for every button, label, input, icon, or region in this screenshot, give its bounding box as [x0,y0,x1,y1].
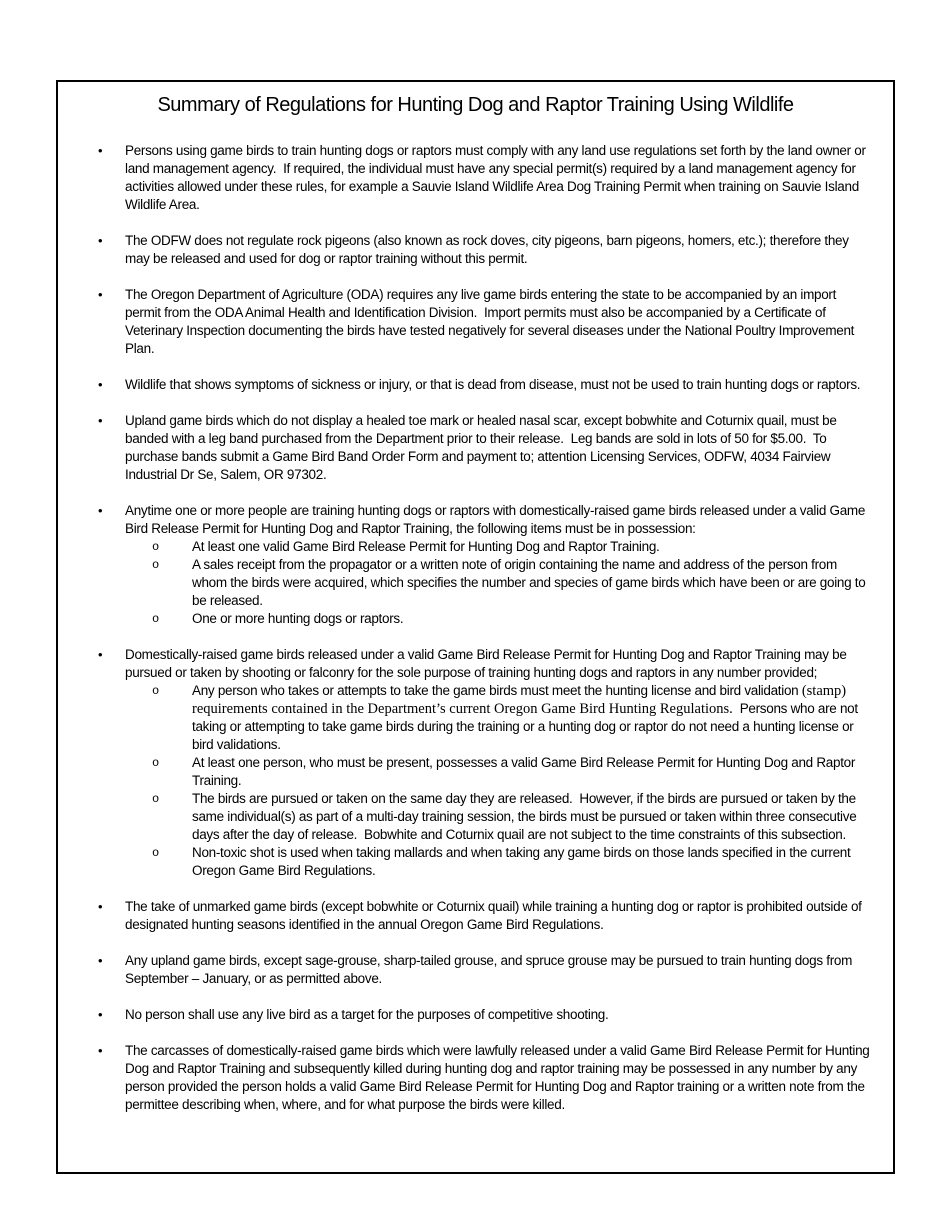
list-item-text: Upland game birds which do not display a healed toe mark or healed nasal scar, except bobwhite and Coturnix quail, must be banded with a leg band purchased from the Department prior to their release. Leg bands are sold in lots of 50 for $5.00. To purchase bands submit a Game Bird Band Order Form and payment to; attention Licensing Services, ODFW, 4034 Fairview Industrial Dr Se, Salem, OR 97302. [125,413,841,482]
sub-bullet-icon: o [152,540,159,554]
list-item [58,1006,893,1024]
sub-item-text-sans: Persons who are not taking or attempting to take game birds during the training or a hunting dog or raptor do not need a hunting license or bird validations. [192,701,862,752]
list-item [58,1042,893,1114]
bullet-icon: • [98,1043,103,1058]
bullet-icon: • [98,1007,103,1022]
list-item [58,232,893,268]
bullet-icon: • [98,287,103,302]
list-item-text: The carcasses of domestically-raised game birds which were lawfully released under a valid Game Bird Release Permit for Hunting Dog and Raptor Training and subsequently killed during hunting dog and raptor training may be possessed in any number by any person provided the person holds a valid Game Bird Release Permit for Hunting Dog and Raptor training or a written note from the permittee describing when, where, and for what purpose the birds were killed. [125,1043,873,1112]
sub-item-text-sans: Any person who takes or attempts to take the game birds must meet the hunting license and bird validation [192,683,802,698]
list-item [58,502,893,538]
sub-list-item-text [192,682,893,754]
bullet-icon: • [98,899,103,914]
sub-list-item-text: The birds are pursued or taken on the same day they are released. However, if the birds are pursued or taken by the same individual(s) as part of a multi-day training session, the birds must be pursued or taken within three consecutive days after the day of release. Bobwhite and Coturnix quail are not subject to the time constraints of this subsection. [192,791,860,842]
page-title: Summary of Regulations for Hunting Dog and Raptor Training Using Wildlife [157,94,794,116]
list-item-text: Wildlife that shows symptoms of sickness or injury, or that is dead from disease, must not be used to train hunting dogs or raptors. [125,377,861,392]
bullet-icon: • [98,953,103,968]
sub-list-item [58,844,893,880]
list-item-text: Persons using game birds to train hunting dogs or raptors must comply with any land use regulations set forth by the land owner or land management agency. If required, the individual must have any special permit(s) required by a land management agency for activities allowed under these rules, for example a Sauvie Island Wildlife Area Dog Training Permit when training on Sauvie Island Wildlife Area. [125,143,870,212]
sub-bullet-icon: o [152,756,159,770]
bullet-icon: • [98,647,103,662]
list-item-text: The ODFW does not regulate rock pigeons (also known as rock doves, city pigeons, barn pigeons, homers, etc.); therefore they may be released and used for dog or raptor training without this permit. [125,233,853,266]
bullet-icon: • [98,413,103,428]
sub-list-item [58,610,893,628]
sub-list-item [58,538,893,556]
sub-item-text-serif: (stamp) requirements contained in the Department’s current Oregon Game Bird Hunting Regulations. [192,683,850,717]
regulation-list [58,142,893,1114]
bullet-icon: • [98,503,103,518]
sub-bullet-icon: o [152,558,159,572]
sub-list-item [58,790,893,844]
list-item-text: Any upland game birds, except sage-grouse, sharp-tailed grouse, and spruce grouse may be pursued to train hunting dogs from September – January, or as permitted above. [125,953,856,986]
list-item-text: The Oregon Department of Agriculture (ODA) requires any live game birds entering the state to be accompanied by an import permit from the ODA Animal Health and Identification Division. Import permits must also be accompanied by a Certificate of Veterinary Inspection documenting the birds have tested negatively for several diseases under the National Poultry Improvement Plan. [125,287,858,356]
sub-list-item-text: At least one valid Game Bird Release Permit for Hunting Dog and Raptor Training. [192,539,660,554]
list-item [58,952,893,988]
sub-list-item-text: One or more hunting dogs or raptors. [192,611,404,626]
sub-bullet-icon: o [152,684,159,698]
sub-list-item-text: Non-toxic shot is used when taking mallards and when taking any game birds on those lands specified in the current Oregon Game Bird Regulations. [192,845,854,878]
list-item-text: No person shall use any live bird as a target for the purposes of competitive shooting. [125,1007,609,1022]
list-item [58,898,893,934]
sub-bullet-icon: o [152,792,159,806]
bullet-icon: • [98,233,103,248]
bullet-icon: • [98,143,103,158]
list-item-text: The take of unmarked game birds (except bobwhite or Coturnix quail) while training a hunting dog or raptor is prohibited outside of designated hunting seasons identified in the annual Oregon Game Bird Regulations. [125,899,866,932]
sub-list-item [58,682,893,754]
list-item [58,376,893,394]
document-frame [56,80,895,1174]
list-item [58,142,893,214]
bullet-icon: • [98,377,103,392]
sub-list-item-text: At least one person, who must be present, possesses a valid Game Bird Release Permit for Hunting Dog and Raptor Training. [192,755,859,788]
sub-list-item [58,556,893,610]
sub-bullet-icon: o [152,612,159,626]
list-item-text: Anytime one or more people are training hunting dogs or raptors with domestically-raised game birds released under a valid Game Bird Release Permit for Hunting Dog and Raptor Training, the following items must be in possession: [125,503,869,536]
sub-list-item [58,754,893,790]
list-item [58,286,893,358]
list-item [58,646,893,682]
list-item [58,412,893,484]
list-item-text: Domestically-raised game birds released under a valid Game Bird Release Permit for Hunting Dog and Raptor Training may be pursued or taken by shooting or falconry for the sole purpose of training hunting dogs and raptors in any number provided; [125,647,851,680]
sub-bullet-icon: o [152,846,159,860]
sub-list-item-text: A sales receipt from the propagator or a written note of origin containing the name and address of the person from whom the birds were acquired, which specifies the number and species of game birds which have been or are going to be released. [192,557,869,608]
